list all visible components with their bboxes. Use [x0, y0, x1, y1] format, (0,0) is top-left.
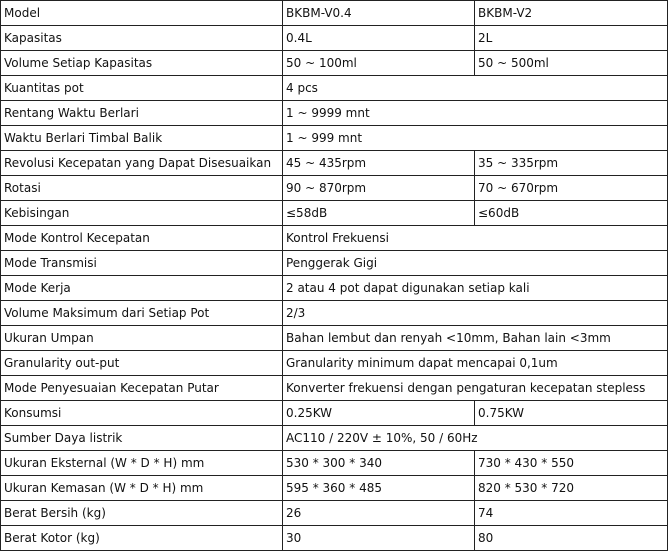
- row-label: Mode Kerja: [1, 276, 283, 301]
- value-v2: 730 * 430 * 550: [475, 451, 668, 476]
- row-label: Berat Kotor (kg): [1, 526, 283, 551]
- row-label: Konsumsi: [1, 401, 283, 426]
- value-shared: 1 ~ 999 mnt: [283, 126, 668, 151]
- value-shared: 2/3: [283, 301, 668, 326]
- table-row: [1, 51, 668, 76]
- table-row: [1, 351, 668, 376]
- row-label: Mode Transmisi: [1, 251, 283, 276]
- table-row: [1, 501, 668, 526]
- table-row: [1, 326, 668, 351]
- row-label: Rotasi: [1, 176, 283, 201]
- value-v04: 0.25KW: [283, 401, 475, 426]
- table-row: [1, 176, 668, 201]
- spec-table-body: [1, 1, 668, 551]
- value-v04: 26: [283, 501, 475, 526]
- value-v2: 2L: [475, 26, 668, 51]
- row-label: Ukuran Eksternal (W * D * H) mm: [1, 451, 283, 476]
- table-row: [1, 226, 668, 251]
- value-v04: 50 ~ 100ml: [283, 51, 475, 76]
- value-v2: BKBM-V2: [475, 1, 668, 26]
- table-row: [1, 426, 668, 451]
- row-label: Rentang Waktu Berlari: [1, 101, 283, 126]
- row-label: Kebisingan: [1, 201, 283, 226]
- value-v2: 820 * 530 * 720: [475, 476, 668, 501]
- value-v2: 74: [475, 501, 668, 526]
- value-v04: 45 ~ 435rpm: [283, 151, 475, 176]
- row-label: Kuantitas pot: [1, 76, 283, 101]
- value-v04: ≤58dB: [283, 201, 475, 226]
- table-row: [1, 101, 668, 126]
- table-row: [1, 1, 668, 26]
- table-row: [1, 401, 668, 426]
- row-label: Ukuran Kemasan (W * D * H) mm: [1, 476, 283, 501]
- value-v2: 35 ~ 335rpm: [475, 151, 668, 176]
- row-label: Volume Maksimum dari Setiap Pot: [1, 301, 283, 326]
- row-label: Mode Penyesuaian Kecepatan Putar: [1, 376, 283, 401]
- row-label: Volume Setiap Kapasitas: [1, 51, 283, 76]
- table-row: [1, 151, 668, 176]
- table-row: [1, 251, 668, 276]
- value-shared: 4 pcs: [283, 76, 668, 101]
- table-row: [1, 301, 668, 326]
- value-v2: 0.75KW: [475, 401, 668, 426]
- value-v2: 80: [475, 526, 668, 551]
- value-v04: 30: [283, 526, 475, 551]
- value-v2: 70 ~ 670rpm: [475, 176, 668, 201]
- row-label: Berat Bersih (kg): [1, 501, 283, 526]
- value-v2: 50 ~ 500ml: [475, 51, 668, 76]
- table-row: [1, 376, 668, 401]
- row-label: Mode Kontrol Kecepatan: [1, 226, 283, 251]
- value-shared: Penggerak Gigi: [283, 251, 668, 276]
- value-shared: Bahan lembut dan renyah <10mm, Bahan lain <3mm: [283, 326, 668, 351]
- row-label: Sumber Daya listrik: [1, 426, 283, 451]
- value-v04: 0.4L: [283, 26, 475, 51]
- table-row: [1, 126, 668, 151]
- value-shared: Granularity minimum dapat mencapai 0,1um: [283, 351, 668, 376]
- value-v04: BKBM-V0.4: [283, 1, 475, 26]
- table-row: [1, 451, 668, 476]
- value-v04: 90 ~ 870rpm: [283, 176, 475, 201]
- table-row: [1, 26, 668, 51]
- row-label: Revolusi Kecepatan yang Dapat Disesuaikan: [1, 151, 283, 176]
- value-shared: 2 atau 4 pot dapat digunakan setiap kali: [283, 276, 668, 301]
- value-v04: 595 * 360 * 485: [283, 476, 475, 501]
- table-row: [1, 526, 668, 551]
- row-label: Waktu Berlari Timbal Balik: [1, 126, 283, 151]
- row-label: Granularity out-put: [1, 351, 283, 376]
- table-row: [1, 76, 668, 101]
- row-label: Kapasitas: [1, 26, 283, 51]
- value-v04: 530 * 300 * 340: [283, 451, 475, 476]
- value-v2: ≤60dB: [475, 201, 668, 226]
- value-shared: 1 ~ 9999 mnt: [283, 101, 668, 126]
- row-label: Model: [1, 1, 283, 26]
- table-row: [1, 476, 668, 501]
- table-row: [1, 276, 668, 301]
- row-label: Ukuran Umpan: [1, 326, 283, 351]
- value-shared: Kontrol Frekuensi: [283, 226, 668, 251]
- table-row: [1, 201, 668, 226]
- value-shared: Konverter frekuensi dengan pengaturan kecepatan stepless: [283, 376, 668, 401]
- value-shared: AC110 / 220V ± 10%, 50 / 60Hz: [283, 426, 668, 451]
